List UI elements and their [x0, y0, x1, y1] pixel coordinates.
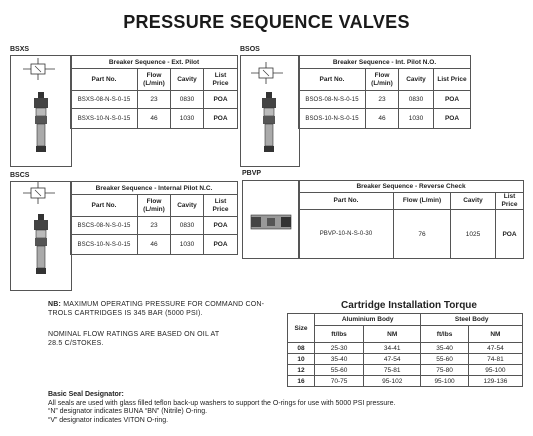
pbvp-table: [298, 180, 524, 259]
col-list-price: List Price: [434, 69, 471, 91]
table-row: 12 55-60 75-81 75-80 95-100: [288, 365, 523, 376]
table-row: BSXS-08-N-S-0-15 23 0830 POA: [71, 91, 238, 109]
table-row: 08 25-30 34-41 35-40 47-54: [288, 343, 523, 354]
col-list-price: List Price: [496, 193, 524, 210]
seal-designator: Basic Seal Designator: All seals are used with glass filled teflon back-up washers to support the O-rings for use with 5000 PSI pressure. “N” designator indicates BUNA “BN” (Nitrile) O-ring. “V” designator indicates VITON O-ring.: [48, 391, 518, 425]
page-title: PRESSURE SEQUENCE VALVES: [123, 12, 410, 32]
col-cavity: Cavity: [171, 69, 204, 91]
bsos-code: BSOS: [240, 46, 260, 53]
pbvp-code: PBVP: [242, 170, 262, 177]
col-part-no: Part No.: [71, 195, 138, 217]
seal-title: Basic Seal Designator:: [48, 391, 124, 398]
bsxs-cartridge-icon: [30, 92, 52, 160]
table-row: BSOS-10-N-S-0-15 46 1030 POA: [299, 109, 471, 129]
bsos-table-title: Breaker Sequence - Int. Pilot N.O.: [299, 56, 471, 69]
bscs-cartridge-icon: [30, 214, 52, 282]
col-cavity: Cavity: [399, 69, 434, 91]
col-flow: Flow (L/min): [138, 195, 171, 217]
bscs-code: BSCS: [10, 172, 30, 179]
col-list-price: List Price: [204, 195, 238, 217]
table-row: 16 70-75 95-102 95-100 129-136: [288, 376, 523, 387]
col-flow: Flow (L/min): [138, 69, 171, 91]
table-row: BSCS-10-N-S-0-15 46 1030 POA: [71, 235, 238, 255]
col-part-no: Part No.: [299, 193, 394, 210]
table-row: BSOS-08-N-S-0-15 23 0830 POA: [299, 91, 471, 109]
pbvp-table-title: Breaker Sequence - Reverse Check: [299, 181, 524, 193]
col-flow: Flow (L/min): [366, 69, 399, 91]
flow-note: NOMINAL FLOW RATINGS ARE BASED ON OIL AT 28.5 C/STOKES.: [48, 331, 220, 347]
bscs-table-title: Breaker Sequence - Internal Pilot N.C.: [71, 182, 238, 195]
col-part-no: Part No.: [299, 69, 366, 91]
col-flow: Flow (L/min): [394, 193, 451, 210]
col-part-no: Part No.: [71, 69, 138, 91]
pbvp-image-cell: [242, 180, 300, 259]
torque-title: Cartridge Installation Torque: [341, 300, 477, 311]
col-cavity: Cavity: [171, 195, 204, 217]
bsxs-table: [70, 55, 238, 129]
col-cavity: Cavity: [451, 193, 496, 210]
table-row: BSCS-08-N-S-0-15 23 0830 POA: [71, 217, 238, 235]
col-steel: Steel Body: [421, 314, 523, 326]
col-aluminium: Aluminium Body: [315, 314, 421, 326]
pbvp-schematic-icon: [243, 181, 299, 258]
bsos-table: [298, 55, 471, 129]
table-row: 10 35-40 47-54 55-60 74-81: [288, 354, 523, 365]
torque-table: Size Aluminium Body Steel Body ft/lbs NM ft/lbs NM 08 25-30 34-41 35-40 47-54 10 35-40 47-54 55-60 74-81 12 55-60 75-81 75-80 95-100 16 70-75 95-102 95-100 129-136: [287, 313, 523, 387]
bsos-cartridge-icon: [258, 92, 280, 160]
pressure-note: NB: MAXIMUM OPERATING PRESSURE FOR COMMAND CON- TROLS CARTRIDGES IS 345 BAR (5000 PSI).: [48, 301, 265, 317]
table-row: BSXS-10-N-S-0-15 46 1030 POA: [71, 109, 238, 129]
table-row: PBVP-10-N-S-0-30 76 1025 POA: [299, 210, 524, 259]
col-list-price: List Price: [204, 69, 238, 91]
bsxs-table-title: Breaker Sequence - Ext. Pilot: [71, 56, 238, 69]
col-size: Size: [288, 314, 315, 343]
bsxs-code: BSXS: [10, 46, 30, 53]
bscs-table: [70, 181, 238, 255]
